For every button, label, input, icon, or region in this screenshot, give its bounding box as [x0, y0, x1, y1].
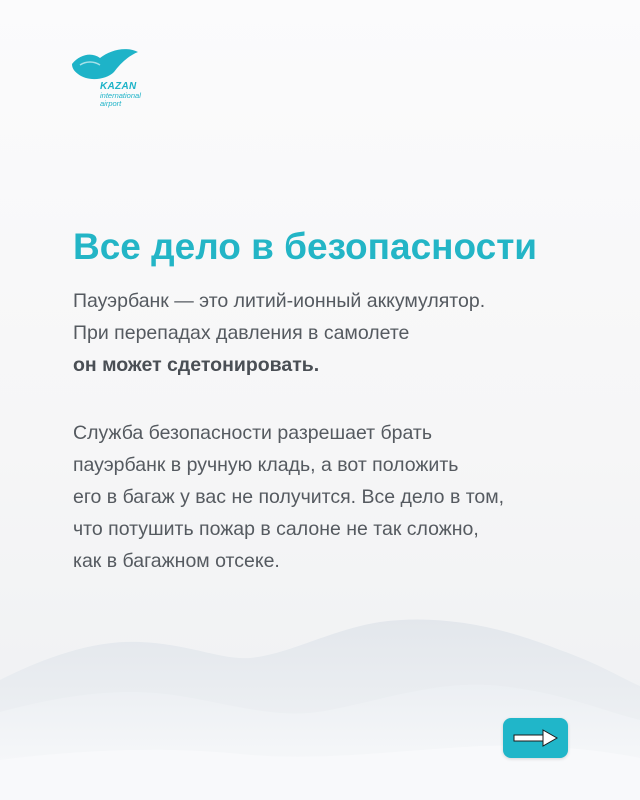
- logo-wordmark: KAZAN: [100, 81, 137, 92]
- logo-subtitle-airport: airport: [100, 99, 122, 108]
- intro-line-1: Пауэрбанк — это литий-ионный аккумулятор.: [73, 290, 486, 312]
- intro-paragraph: [73, 285, 485, 381]
- bird-logo-icon: [70, 46, 140, 82]
- next-button[interactable]: [503, 718, 568, 758]
- security-line-5: как в багажном отсеке.: [73, 550, 280, 572]
- arrow-right-icon: [513, 729, 558, 747]
- logo-subtitle-international: international: [100, 91, 141, 100]
- security-line-1: Служба безопасности разрешает брать: [73, 422, 433, 444]
- security-line-3: его в багаж у вас не получится. Все дело в том,: [73, 486, 505, 508]
- security-line-4: что потушить пожар в салоне не так сложно,: [73, 518, 479, 540]
- intro-line-2: При перепадах давления в самолете: [73, 322, 410, 344]
- snow-background: [0, 600, 640, 800]
- intro-line-3-bold: он может сдетонировать.: [73, 354, 320, 376]
- page-title: Все дело в безопасности: [73, 226, 538, 267]
- security-line-2: пауэрбанк в ручную кладь, а вот положить: [73, 454, 459, 476]
- kazan-airport-logo: [70, 46, 170, 116]
- security-paragraph: [73, 417, 504, 577]
